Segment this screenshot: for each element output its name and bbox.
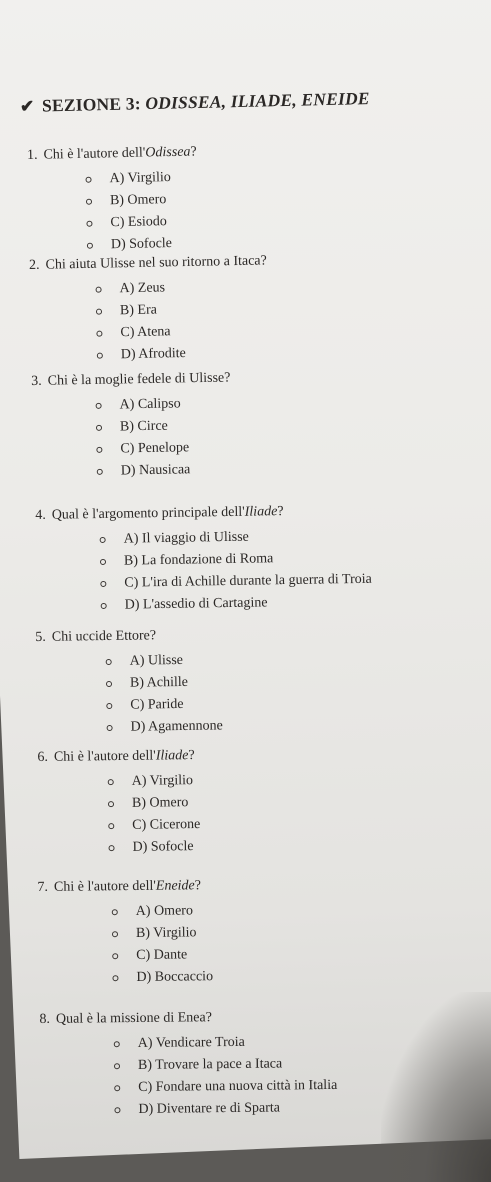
question-number: 4.: [35, 506, 46, 526]
option-a[interactable]: [95, 393, 231, 417]
option-label: D) Agamennone: [130, 715, 222, 738]
question-number: 1.: [27, 146, 38, 166]
option-list: [99, 525, 372, 617]
radio-bullet-icon[interactable]: [86, 199, 92, 205]
radio-bullet-icon[interactable]: [96, 331, 102, 337]
question-text-before: Chi è la moglie fedele di Ulisse?: [48, 371, 231, 389]
question-6: [37, 746, 200, 860]
radio-bullet-icon[interactable]: [101, 603, 107, 609]
question-text: [35, 625, 221, 648]
option-d[interactable]: [112, 966, 213, 989]
option-label: D) Afrodite: [121, 343, 186, 366]
question-text: [35, 501, 371, 526]
question-number: 7.: [37, 878, 48, 898]
question-7: [37, 876, 213, 990]
question-text-after: ?: [277, 504, 283, 519]
option-label: C) Dante: [136, 944, 187, 967]
option-list: [106, 649, 223, 739]
option-d[interactable]: [108, 836, 200, 859]
question-text-before: Chi è l'autore dell': [54, 879, 156, 895]
option-b[interactable]: [106, 671, 222, 695]
option-label: B) Virgilio: [136, 922, 197, 945]
option-c[interactable]: [106, 693, 222, 717]
question-8: [39, 1007, 337, 1122]
question-text: [37, 876, 212, 898]
option-label: C) Atena: [120, 321, 171, 344]
question-text-italic: Odissea: [145, 145, 190, 161]
option-label: C) L'ira di Achille durante la guerra di Troia: [124, 569, 372, 595]
radio-bullet-icon[interactable]: [106, 659, 112, 665]
radio-bullet-icon[interactable]: [96, 425, 102, 431]
question-number: 2.: [29, 256, 40, 276]
radio-bullet-icon[interactable]: [97, 469, 103, 475]
option-label: C) Penelope: [120, 437, 189, 460]
radio-bullet-icon[interactable]: [108, 823, 114, 829]
radio-bullet-icon[interactable]: [114, 1085, 120, 1091]
question-number: 5.: [35, 628, 46, 648]
option-list: [95, 275, 268, 366]
option-c[interactable]: [96, 437, 232, 461]
radio-bullet-icon[interactable]: [96, 309, 102, 315]
question-text-italic: Iliade: [156, 748, 189, 763]
option-label: B) Era: [120, 300, 157, 323]
radio-bullet-icon[interactable]: [112, 975, 118, 981]
question-text: [37, 746, 199, 768]
option-label: A) Virgilio: [132, 770, 194, 793]
radio-bullet-icon[interactable]: [112, 953, 118, 959]
radio-bullet-icon[interactable]: [106, 703, 112, 709]
option-label: D) Diventare re di Sparta: [138, 1097, 280, 1120]
option-label: B) Omero: [110, 189, 167, 212]
option-a[interactable]: [114, 1031, 337, 1055]
option-list: [112, 900, 213, 989]
option-list: [95, 393, 232, 483]
question-number: 8.: [39, 1010, 50, 1030]
question-text: [31, 369, 231, 392]
option-label: B) La fondazione di Roma: [124, 548, 274, 572]
option-a[interactable]: [112, 900, 213, 923]
option-label: D) Nausicaa: [121, 459, 191, 482]
option-b[interactable]: [112, 922, 213, 945]
option-list: [85, 166, 199, 256]
option-list: [108, 770, 201, 859]
option-label: A) Zeus: [119, 277, 165, 300]
question-text-before: Chi è l'autore dell': [54, 749, 156, 765]
option-d[interactable]: [101, 591, 373, 617]
option-b[interactable]: [86, 188, 198, 212]
radio-bullet-icon[interactable]: [100, 581, 106, 587]
question-3: [31, 369, 232, 484]
option-label: D) L'assedio di Cartagine: [125, 592, 268, 616]
option-b[interactable]: [96, 415, 232, 439]
question-text-before: Qual è la missione di Enea?: [56, 1010, 212, 1027]
radio-bullet-icon[interactable]: [114, 1107, 120, 1113]
option-d[interactable]: [114, 1097, 337, 1121]
question-5: [35, 625, 223, 740]
option-d[interactable]: [97, 341, 269, 366]
option-d[interactable]: [97, 459, 233, 483]
radio-bullet-icon[interactable]: [100, 559, 106, 565]
radio-bullet-icon[interactable]: [86, 221, 92, 227]
radio-bullet-icon[interactable]: [108, 779, 114, 785]
option-label: C) Esiodo: [110, 211, 167, 234]
option-label: B) Achille: [130, 672, 188, 695]
option-d[interactable]: [106, 715, 222, 739]
option-c[interactable]: [86, 210, 198, 234]
question-text-after: ?: [195, 878, 201, 893]
radio-bullet-icon[interactable]: [96, 447, 102, 453]
question-text-before: Chi è l'autore dell': [43, 146, 145, 163]
option-label: A) Il viaggio di Ulisse: [123, 527, 249, 551]
option-label: B) Trovare la pace a Itaca: [138, 1053, 282, 1077]
option-c[interactable]: [114, 1075, 337, 1099]
radio-bullet-icon[interactable]: [108, 801, 114, 807]
radio-bullet-icon[interactable]: [112, 909, 118, 915]
question-4: [35, 501, 372, 618]
radio-bullet-icon[interactable]: [109, 845, 115, 851]
question-text-italic: Eneide: [156, 878, 195, 893]
option-b[interactable]: [114, 1053, 337, 1077]
question-text-italic: Iliade: [245, 504, 278, 520]
option-label: B) Omero: [132, 792, 189, 815]
question-text-before: Chi uccide Ettore?: [52, 628, 156, 644]
section-titles: ODISSEA, ILIADE, ENEIDE: [145, 88, 370, 113]
question-2: [29, 251, 269, 368]
question-text-after: ?: [190, 144, 197, 159]
option-label: C) Cicerone: [132, 814, 200, 837]
section-heading: [20, 88, 370, 117]
radio-bullet-icon[interactable]: [114, 1063, 120, 1069]
option-label: A) Ulisse: [130, 650, 184, 673]
radio-bullet-icon[interactable]: [107, 725, 113, 731]
section-label: SEZIONE 3:: [42, 93, 141, 115]
question-text-before: Chi aiuta Ulisse nel suo ritorno a Itaca?: [45, 253, 266, 272]
checkmark-icon: ✔: [20, 97, 35, 116]
option-label: B) Circe: [120, 416, 168, 439]
radio-bullet-icon[interactable]: [97, 353, 103, 359]
option-label: A) Omero: [136, 900, 193, 923]
radio-bullet-icon[interactable]: [96, 403, 102, 409]
option-label: A) Calipso: [119, 393, 180, 416]
option-c[interactable]: [112, 944, 213, 967]
option-b[interactable]: [108, 792, 200, 815]
question-1: [27, 142, 199, 258]
question-number: 3.: [31, 372, 42, 392]
option-list: [114, 1031, 338, 1121]
option-label: D) Sofocle: [132, 836, 193, 859]
option-a[interactable]: [106, 649, 222, 673]
radio-bullet-icon[interactable]: [106, 681, 112, 687]
option-label: C) Paride: [130, 694, 184, 717]
option-label: D) Boccaccio: [136, 966, 213, 989]
radio-bullet-icon[interactable]: [100, 537, 106, 543]
question-text: [39, 1007, 336, 1030]
option-label: D) Sofocle: [111, 233, 172, 256]
option-a[interactable]: [85, 166, 197, 190]
option-a[interactable]: [108, 770, 200, 793]
option-label: A) Vendicare Troia: [138, 1032, 245, 1055]
option-c[interactable]: [108, 814, 200, 837]
option-c[interactable]: [100, 569, 372, 595]
option-label: A) Virgilio: [109, 167, 171, 190]
radio-bullet-icon[interactable]: [112, 931, 118, 937]
question-number: 6.: [37, 748, 48, 768]
question-text: [27, 142, 197, 166]
question-text-after: ?: [188, 748, 194, 763]
radio-bullet-icon[interactable]: [87, 243, 93, 249]
radio-bullet-icon[interactable]: [96, 287, 102, 293]
radio-bullet-icon[interactable]: [114, 1041, 120, 1047]
question-text: [29, 251, 267, 276]
option-label: C) Fondare una nuova città in Italia: [138, 1075, 337, 1099]
radio-bullet-icon[interactable]: [85, 177, 91, 183]
question-text-before: Qual è l'argomento principale dell': [52, 505, 245, 523]
